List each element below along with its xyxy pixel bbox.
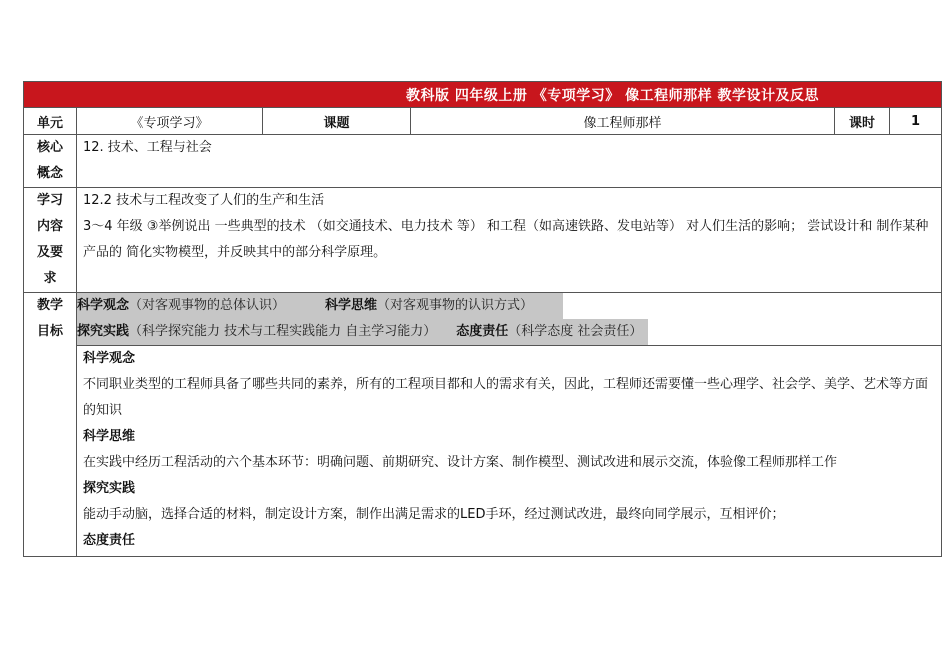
goal-section-text: 在实践中经历工程活动的六个基本环节：明确问题、前期研究、设计方案、制作模型、测试改进和展示交流，体验像工程师那样工作 bbox=[83, 455, 838, 470]
goal-tags-line1 bbox=[77, 293, 942, 320]
goal-tag2-title: 科学思维 bbox=[325, 298, 378, 313]
core-concept-label bbox=[24, 135, 77, 188]
goal-tag3-desc: （科学探究能力 技术与工程实践能力 自主学习能力） bbox=[129, 324, 437, 339]
goal-section-title: 科学观念 bbox=[83, 351, 136, 366]
learning-label-line1: 学习 bbox=[36, 193, 63, 208]
learning-line1: 12.2 技术与工程改变了人们的生产和生活 bbox=[83, 193, 325, 208]
learning-line2: 3～4 年级 ③举例说出 一些典型的技术 （如交通技术、电力技术 等） 和工程（如高速铁路、发电站等） 对人们生活的影响； 尝试设计和 制作某种产品的 简化实物模型，并反映其中的部分科学原理。 bbox=[83, 219, 929, 260]
goal-tag2-desc: （对客观事物的认识方式） bbox=[377, 298, 534, 313]
goal-section-title: 探究实践 bbox=[83, 481, 136, 496]
goal-section-text: 能动手动脑，选择合适的材料，制定设计方案，制作出满足需求的LED手环，经过测试改进，最终向同学展示，互相评价； bbox=[83, 507, 785, 522]
goals-detail bbox=[77, 346, 942, 557]
goal-tag4-desc: （科学态度 社会责任） bbox=[508, 324, 643, 339]
goals-tags-row bbox=[24, 293, 942, 320]
goal-section-title: 科学思维 bbox=[83, 429, 136, 444]
goal-section-title: 态度责任 bbox=[83, 533, 136, 548]
learning-label-line3: 及要 bbox=[36, 245, 63, 260]
document-title bbox=[24, 82, 942, 108]
goal-tag4-title: 态度责任 bbox=[456, 324, 509, 339]
goals-label-line2: 目标 bbox=[36, 324, 63, 339]
period-label: 课时 bbox=[835, 108, 890, 135]
topic-value: 像工程师那样 bbox=[411, 108, 835, 135]
learning-content-text bbox=[77, 188, 942, 293]
goals-detail-row bbox=[24, 346, 942, 557]
learning-label-line2: 内容 bbox=[36, 219, 63, 234]
goal-tag1-desc: （对客观事物的总体认识） bbox=[129, 298, 286, 313]
goal-tag1-title: 科学观念 bbox=[77, 298, 130, 313]
unit-label: 单元 bbox=[24, 108, 77, 135]
core-label-line2: 概念 bbox=[36, 166, 63, 181]
core-concept-text: 12. 技术、工程与社会 bbox=[77, 135, 942, 188]
period-value: 1 bbox=[890, 108, 942, 135]
goal-tag3-title: 探究实践 bbox=[77, 324, 130, 339]
goals-tags-row-2 bbox=[24, 319, 942, 346]
goal-tag-highlight-1 bbox=[77, 293, 563, 319]
goal-tag-highlight-2 bbox=[77, 319, 648, 345]
unit-row bbox=[24, 108, 942, 135]
lesson-plan-table bbox=[23, 81, 942, 557]
goals-label bbox=[24, 293, 77, 557]
goal-tags-line2 bbox=[77, 319, 942, 346]
learning-content-row bbox=[24, 188, 942, 293]
goal-section-text: 不同职业类型的工程师具备了哪些共同的素养，所有的工程项目都和人的需求有关，因此，工程师还需要懂一些心理学、社会学、美学、艺术等方面的知识 bbox=[83, 377, 929, 418]
document-title-text: 教科版 四年级上册 《专项学习》 像工程师那样 教学设计及反思 bbox=[406, 87, 820, 104]
learning-label-line4: 求 bbox=[43, 271, 57, 286]
topic-label: 课题 bbox=[263, 108, 411, 135]
unit-value: 《专项学习》 bbox=[77, 108, 263, 135]
core-concept-row bbox=[24, 135, 942, 188]
learning-content-label bbox=[24, 188, 77, 293]
core-label-line1: 核心 bbox=[36, 140, 63, 155]
goals-label-line1: 教学 bbox=[36, 298, 63, 313]
